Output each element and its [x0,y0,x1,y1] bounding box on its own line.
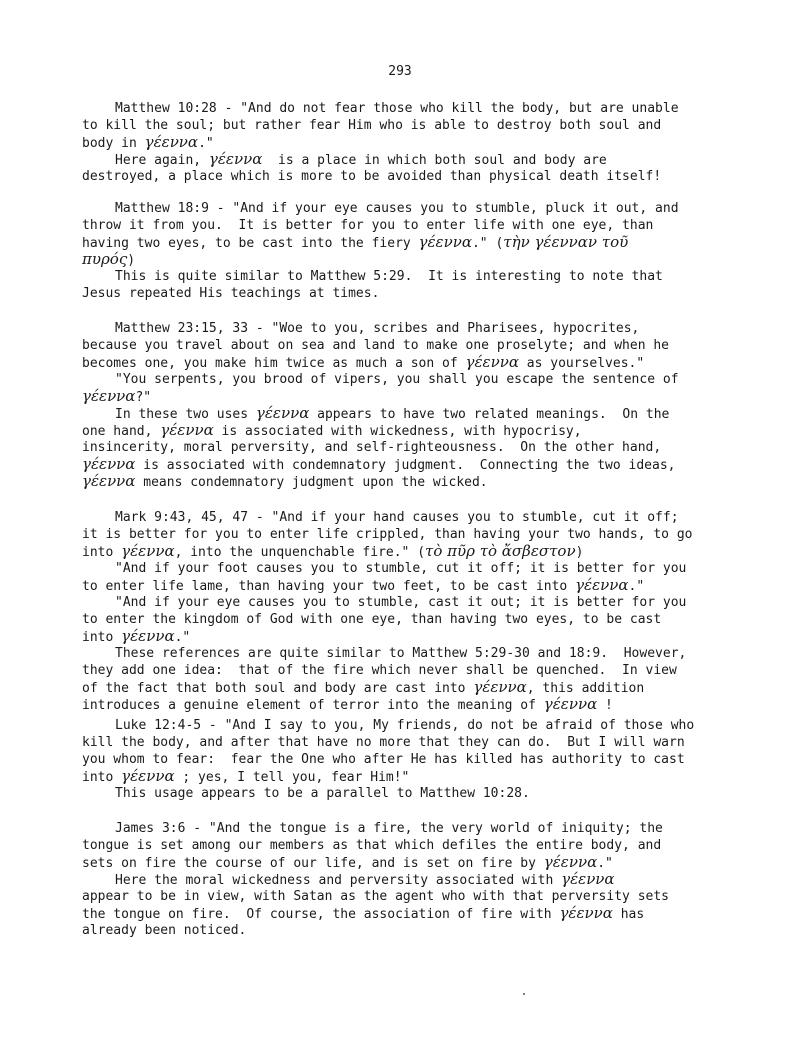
text-line [82,473,732,490]
greek-term: γέεννα [121,542,175,560]
greek-term: γέεννα [160,421,214,439]
text-line [82,871,732,888]
text-line [82,888,732,905]
text-run: one hand, [82,424,161,439]
text-line [82,679,732,696]
text-line [82,151,732,168]
text-run: ." [628,579,645,594]
text-line [82,717,732,734]
text-run: into [82,545,122,560]
text-run: the tongue on fire. Of course, the association of fire with [82,907,560,922]
text-run: you whom to fear: fear the One who after He has killed has authority to cast [82,752,685,767]
text-run: kill the body, and after that have no more that they can do. But I will warn [82,735,685,750]
text-line [82,200,732,217]
text-run: ; yes, I tell you, fear Him!" [174,770,410,785]
text-run: James 3:6 - "And the tongue is a fire, the very world of iniquity; the [115,821,663,836]
passage-james-3-6 [82,820,732,939]
text-line [82,785,732,802]
text-line [82,371,732,388]
text-run: Matthew 18:9 - "And if your eye causes you to stumble, pluck it out, and [115,201,679,216]
text-line [82,628,732,645]
text-line [82,734,732,751]
greek-term: γέεννα [82,455,136,473]
greek-term: γέεννα [543,853,598,871]
text-run: destroyed, a place which is more to be avoided than physical death itself! [82,169,662,184]
passage-matthew-18-9 [82,200,732,302]
text-run: This usage appears to be a parallel to Matthew 10:28. [115,786,530,801]
text-run: they add one idea: that of the fire which never shall be quenched. In view [82,663,677,678]
text-line [82,751,732,768]
text-run: ?" [135,390,152,405]
text-line [82,388,732,405]
text-run: ) [127,253,136,268]
text-run: insincerity, moral perversity, and self-righteousness. On the other hand, [82,440,662,455]
text-run: , this addition [526,681,645,696]
greek-term: γέεννα [82,387,136,405]
text-line [82,837,732,854]
text-run: throw it from you. It is better for you to enter life with one eye, than [82,218,654,233]
text-run: , into the unquenchable fire." ( [174,545,426,560]
text-run: into [82,630,122,645]
text-run: ! [597,698,613,713]
greek-term: γέεννα [255,404,310,422]
text-line [82,645,732,662]
text-run: has [612,907,645,922]
text-line [82,577,732,594]
text-line [82,320,732,337]
greek-term: γέεννα [144,133,199,151]
text-run: is a place in which both soul and body are [262,153,607,168]
text-run: Here again, [115,153,209,168]
text-run: ) [575,545,584,560]
text-run: appears to have two related meanings. On the [309,407,670,422]
greek-term: γέεννα [121,767,175,785]
text-run: In these two uses [115,407,256,422]
text-line [82,905,732,922]
text-run: means condemnatory judgment upon the wicked. [135,475,488,490]
text-line [82,168,732,185]
text-run: These references are quite similar to Matthew 5:29-30 and 18:9. However, [115,646,687,661]
text-run: sets on fire the course of our life, and is set on fire by [82,856,544,871]
text-run: Here the moral wickedness and perversity associated with [115,873,562,888]
text-run: it is better for you to enter life crippled, than having your two hands, to go [82,527,693,542]
text-run: appear to be in view, with Satan as the agent who with that perversity sets [82,889,669,904]
text-line [82,354,732,371]
text-line [82,337,732,354]
text-line [82,696,732,713]
text-run: of the fact that both soul and body are cast into [82,681,474,696]
text-line [82,768,732,785]
text-run: to enter the kingdom of God with one eye, than having two eyes, to be cast [82,612,662,627]
greek-term: γέεννα [465,353,519,371]
text-line [82,422,732,439]
greek-term: γέεννα [418,233,472,251]
text-run: "You serpents, you brood of vipers, you shall you escape the sentence of [115,372,679,387]
text-run: is associated with wickedness, with hypocrisy, [213,424,582,439]
text-run: to enter life lame, than having your two feet, to be cast into [82,579,576,594]
text-line [82,509,732,526]
greek-term: τὴν γέενναν τοῦ [503,233,629,251]
page-number: 293 [388,64,412,79]
text-line [82,285,732,302]
text-line [82,234,732,251]
text-line [82,268,732,285]
text-run: ." [198,136,214,151]
greek-term: γέεννα [121,627,175,645]
text-line [82,526,732,543]
text-line [82,854,732,871]
stray-mark [523,993,525,995]
greek-term: γέεννα [82,472,136,490]
text-run: tongue is set among our members as that which defiles the entire body, and [82,838,662,853]
greek-term: γέεννα [473,678,527,696]
text-run: is associated with condemnatory judgment. Connecting the two ideas, [135,458,676,473]
greek-term: πυρός [82,250,128,268]
text-line [82,405,732,422]
text-run: "And if your foot causes you to stumble, cut it off; it is better for you [115,561,687,576]
text-run: already been noticed. [82,923,247,938]
text-run: This is quite similar to Matthew 5:29. It is interesting to note that [115,269,663,284]
greek-term: γέεννα [575,576,629,594]
text-line [82,543,732,560]
passage-mark-9-43-45-47 [82,509,732,713]
text-run: Mark 9:43, 45, 47 - "And if your hand causes you to stumble, cut it off; [115,510,679,525]
text-line [82,134,732,151]
text-run: Matthew 10:28 - "And do not fear those who kill the body, but are unable [115,101,679,116]
text-line [82,560,732,577]
text-run: "And if your eye causes you to stumble, cast it out; it is better for you [115,595,687,610]
text-run: Luke 12:4-5 - "And I say to you, My friends, do not be afraid of those who [115,718,695,733]
text-line [82,820,732,837]
passage-matthew-10-28 [82,100,732,185]
text-line [82,611,732,628]
text-line [82,117,732,134]
text-run: ." [174,630,191,645]
greek-term: γέεννα [559,904,613,922]
greek-term: γέεννα [543,695,598,713]
greek-term: γέεννα [561,870,615,888]
text-line [82,100,732,117]
text-line [82,594,732,611]
greek-term: γέεννα [208,150,263,168]
text-line [82,456,732,473]
text-run: ." [597,856,613,871]
passage-matthew-23-15-33 [82,320,732,490]
text-run: becomes one, you make him twice as much a son of [82,356,466,371]
text-run: as yourselves." [518,356,645,371]
text-run: ." ( [471,236,504,251]
text-line [82,251,732,268]
text-line [82,439,732,456]
text-run: introduces a genuine element of terror into the meaning of [82,698,544,713]
text-line [82,922,732,939]
text-run: having two eyes, to be cast into the fiery [82,236,419,251]
text-run: body in [82,136,145,151]
text-run: Jesus repeated His teachings at times. [82,286,380,301]
greek-term: τὸ πῦρ τὸ ἄσβεστον [425,542,576,560]
text-run: to kill the soul; but rather fear Him who is able to destroy both soul and [82,118,662,133]
text-run: into [82,770,122,785]
text-run: because you travel about on sea and land to make one proselyte; and when he [82,338,669,353]
text-line [82,662,732,679]
passage-luke-12-4-5 [82,717,732,802]
text-run: Matthew 23:15, 33 - "Woe to you, scribes and Pharisees, hypocrites, [115,321,640,336]
text-line [82,217,732,234]
